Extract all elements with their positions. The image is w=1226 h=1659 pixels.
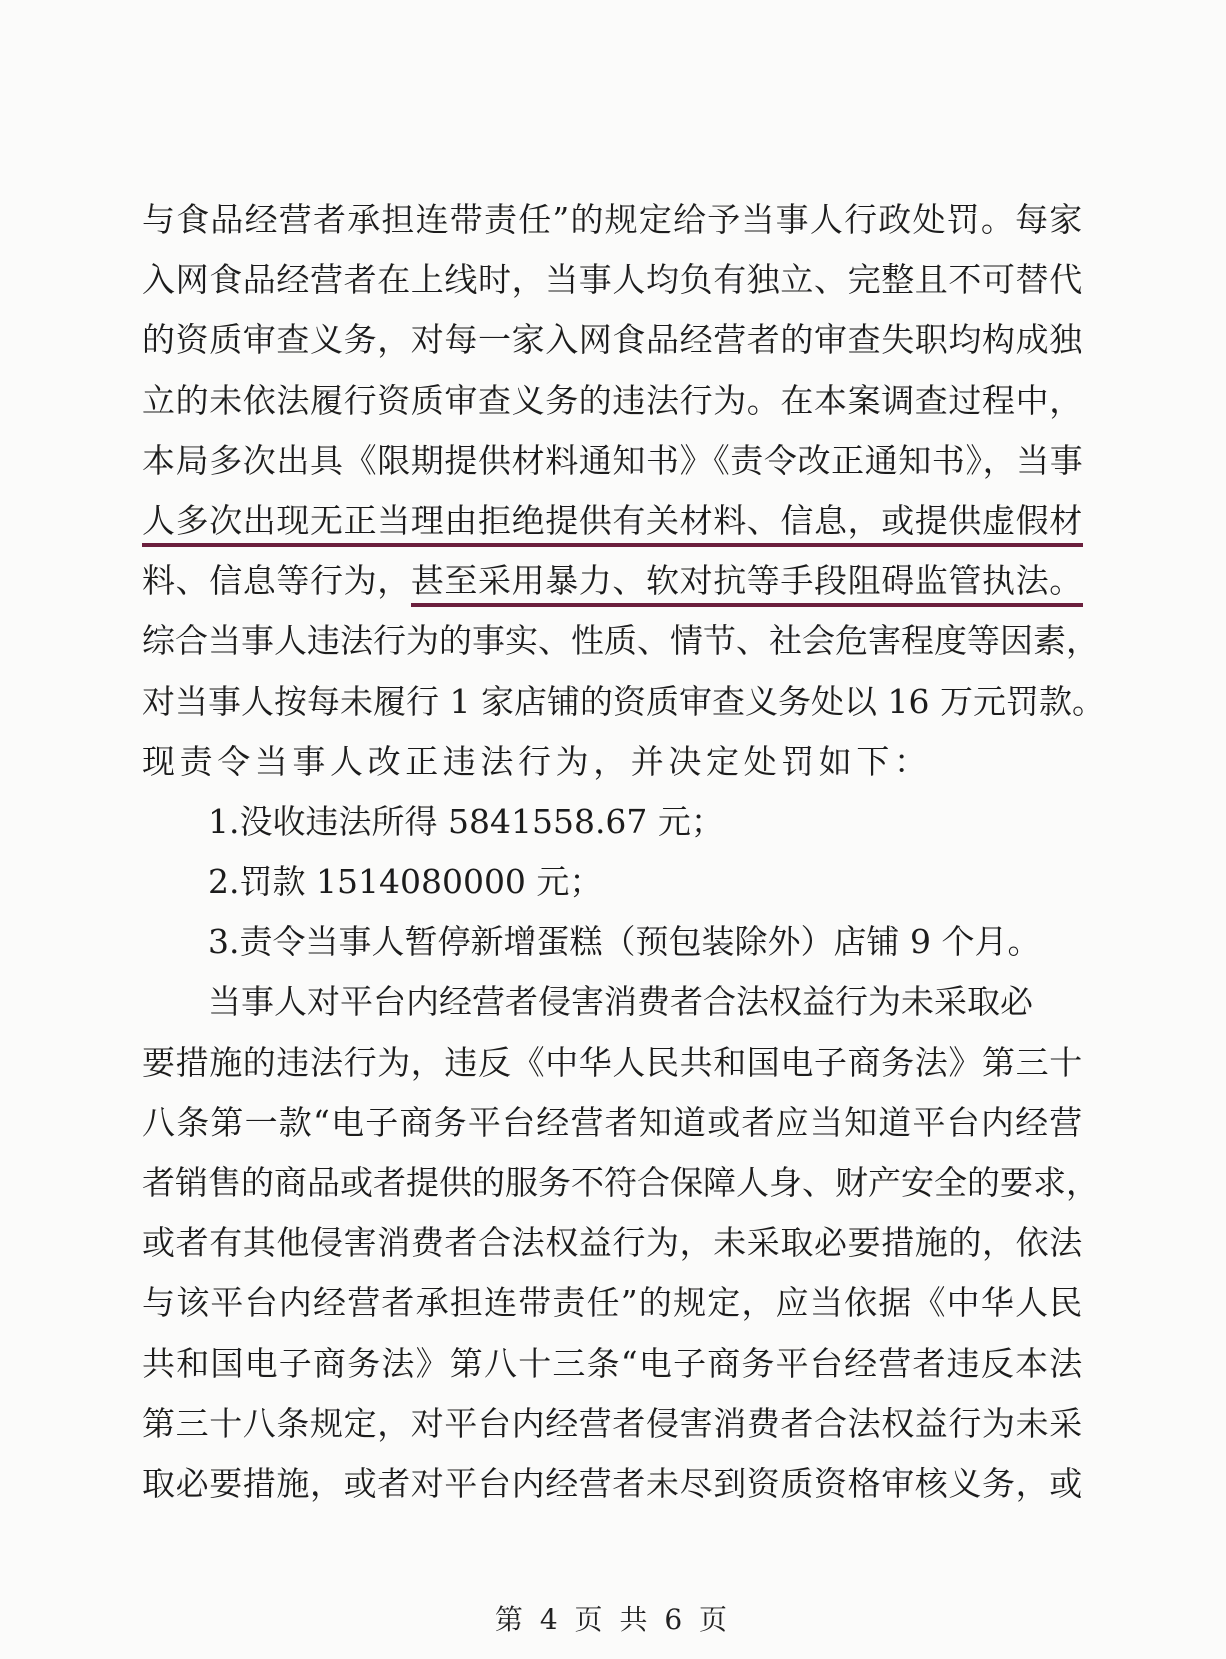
text-segment: 料、信息等行为， [142,561,411,601]
penalty-item: 1.没收违法所得 5841558.67 元； [208,801,724,841]
text-line: 共和国电子商务法》第八十三条“电子商务平台经营者违反本法 [142,1343,1084,1383]
text-line: 综合当事人违法行为的事实、性质、情节、社会危害程度等因素， [142,621,1099,661]
text-line: 当事人对平台内经营者侵害消费者合法权益行为未采取必 [208,982,1033,1022]
text-line-underlined [142,551,1082,611]
text-line: 立的未依法履行资质审查义务的违法行为。在本案调查过程中， [142,380,1083,420]
text-line-underlined [142,491,1082,551]
page-number-footer: 第 4 页 共 6 页 [494,1603,732,1636]
underlined-text: 人多次出现无正当理由拒绝提供有关材料、信息，或提供虚假材 [142,501,1083,547]
text-line: 第三十八条规定，对平台内经营者侵害消费者合法权益行为未采 [142,1403,1083,1443]
text-line: 或者有其他侵害消费者合法权益行为，未采取必要措施的，依法 [142,1223,1083,1263]
underlined-text: 甚至采用暴力、软对抗等手段阻碍监管执法。 [411,561,1083,607]
text-line: 对当事人按每未履行 1 家店铺的资质审查义务处以 16 万元罚款。 [142,681,1105,721]
text-line: 八条第一款“电子商务平台经营者知道或者应当知道平台内经营 [142,1102,1084,1142]
text-line: 与该平台内经营者承担连带责任”的规定，应当依据《中华人民 [142,1283,1084,1323]
document-body [142,190,1105,1514]
text-line: 的资质审查义务，对每一家入网食品经营者的审查失职均构成独 [142,320,1083,360]
text-line: 取必要措施，或者对平台内经营者未尽到资质资格审核义务，或 [142,1463,1083,1503]
penalty-item: 2.罚款 1514080000 元； [208,862,603,902]
text-line: 要措施的违法行为，违反《中华人民共和国电子商务法》第三十 [142,1042,1083,1082]
text-line: 与食品经营者承担连带责任”的规定给予当事人行政处罚。每家 [142,200,1084,239]
text-line: 本局多次出具《限期提供材料通知书》《责令改正通知书》，当事 [142,440,1084,480]
text-line: 者销售的商品或者提供的服务不符合保障人身、财产安全的要求， [142,1163,1099,1202]
text-line: 现责令当事人改正违法行为，并决定处罚如下： [142,741,932,781]
text-line: 入网食品经营者在上线时，当事人均负有独立、完整且不可替代 [142,260,1083,300]
penalty-item: 3.责令当事人暂停新增蛋糕（预包装除外）店铺 9 个月。 [208,922,1041,962]
